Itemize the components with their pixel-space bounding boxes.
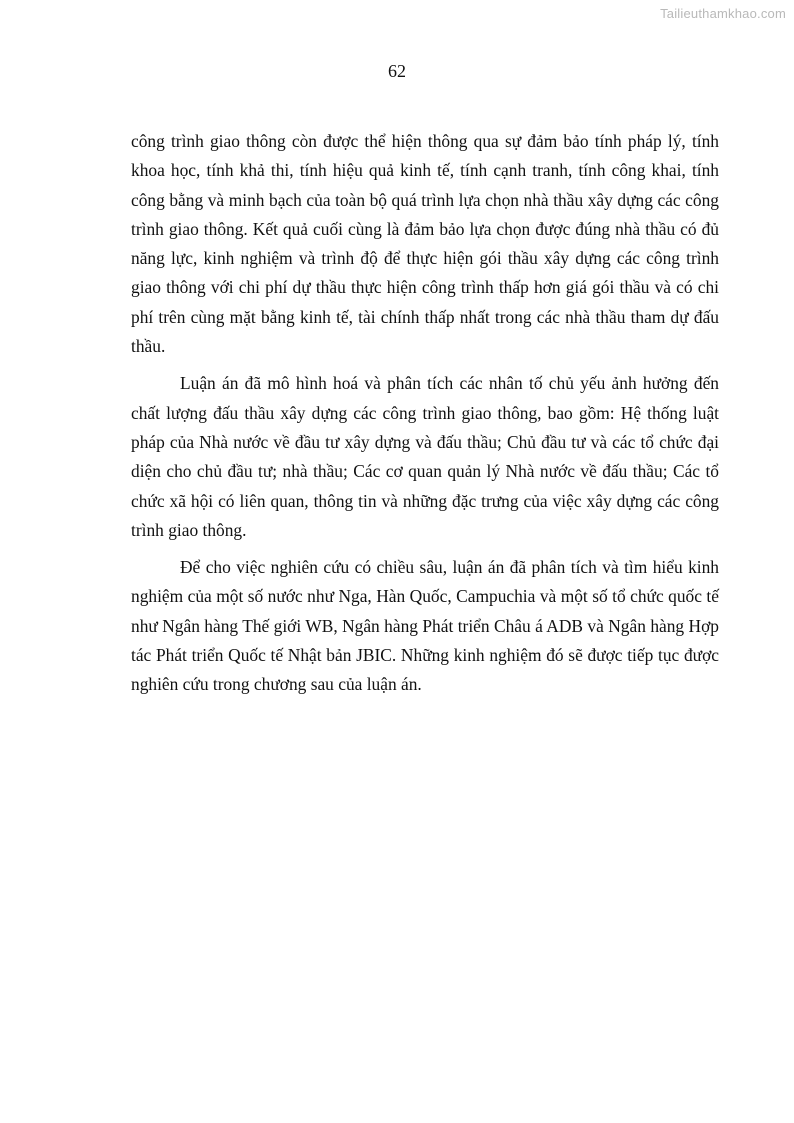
document-body [131, 127, 719, 708]
watermark-text: Tailieuthamkhao.com [660, 6, 786, 21]
paragraph-international-experience: Để cho việc nghiên cứu có chiều sâu, luận án đã phân tích và tìm hiểu kinh nghiệm của một số nước như Nga, Hàn Quốc, Campuchia và một số tổ chức quốc tế như Ngân hàng Thế giới WB, Ngân hàng Phát triển Châu á ADB và Ngân hàng Hợp tác Phát triển Quốc tế Nhật bản JBIC. Những kinh nghiệm đó sẽ được tiếp tục được nghiên cứu trong chương sau của luận án. [131, 557, 719, 695]
paragraph-continuation: công trình giao thông còn được thể hiện thông qua sự đảm bảo tính pháp lý, tính khoa học, tính khả thi, tính hiệu quả kinh tế, tính cạnh tranh, tính công khai, tính công bằng và minh bạch của toàn bộ quá trình lựa chọn nhà thầu xây dựng các công trình giao thông. Kết quả cuối cùng là đảm bảo lựa chọn được đúng nhà thầu có đủ năng lực, kinh nghiệm và trình độ để thực hiện gói thầu xây dựng các công trình giao thông với chi phí dự thầu thực hiện công trình thấp hơn giá gói thầu và có chi phí trên cùng mặt bằng kinh tế, tài chính thấp nhất trong các nhà thầu tham dự đấu thầu. [131, 131, 719, 357]
paragraph-factors: Luận án đã mô hình hoá và phân tích các nhân tố chủ yếu ảnh hưởng đến chất lượng đấu thầu xây dựng các công trình giao thông, bao gồm: Hệ thống luật pháp của Nhà nước về đầu tư xây dựng và đấu thầu; Chủ đầu tư và các tổ chức đại diện cho chủ đầu tư; nhà thầu; Các cơ quan quản lý Nhà nước về đấu thầu; Các tổ chức xã hội có liên quan, thông tin và những đặc trưng của việc xây dựng các công trình giao thông. [131, 373, 719, 540]
page-number: 62 [388, 61, 406, 81]
